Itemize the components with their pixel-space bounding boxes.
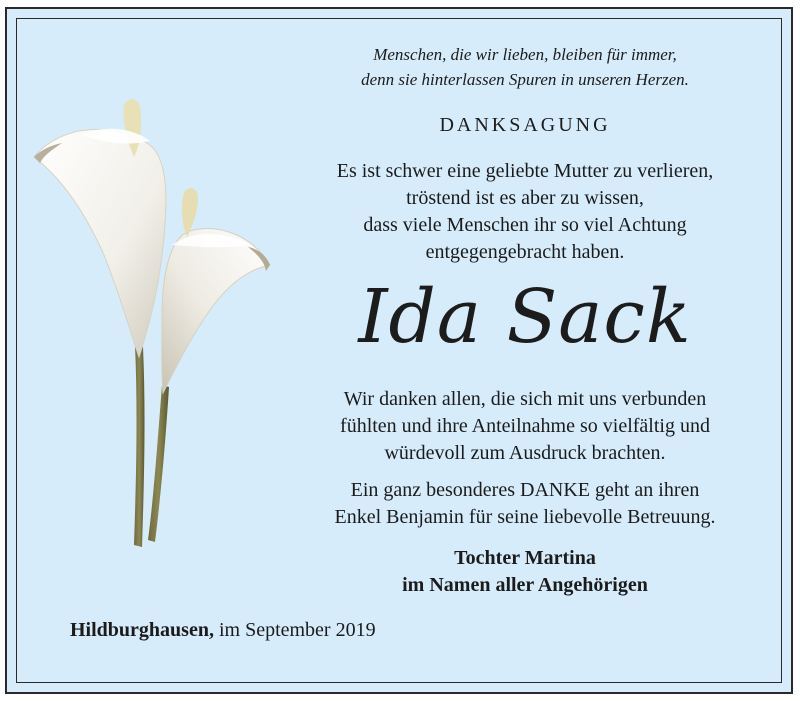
heading: DANKSAGUNG xyxy=(439,114,611,136)
deceased-name: Ida Sack xyxy=(358,274,692,360)
lead-line: Es ist schwer eine geliebte Mutter zu verlieren, xyxy=(336,160,714,182)
footer xyxy=(70,619,376,642)
thanks-text xyxy=(265,386,785,467)
signature-line: Tochter Martina xyxy=(454,547,596,569)
lead-line: entgegengebracht haben. xyxy=(425,241,625,263)
lead-text xyxy=(265,158,785,266)
signature-line: im Namen aller Angehörigen xyxy=(402,574,648,596)
calla-lily-icon xyxy=(22,95,282,555)
footer-place: Hildburghausen, xyxy=(70,619,214,641)
special-thanks-line: Enkel Benjamin für seine liebevolle Betreuung. xyxy=(334,506,716,528)
motto-line: denn sie hinterlassen Spuren in unseren Herzen. xyxy=(361,70,689,89)
thanks-line: fühlten und ihre Anteilnahme so vielfältig und xyxy=(340,415,710,437)
thanks-line: Wir danken allen, die sich mit uns verbunden xyxy=(343,388,707,410)
special-thanks-text xyxy=(265,477,785,531)
motto xyxy=(265,42,785,92)
lead-line: tröstend ist es aber zu wissen, xyxy=(406,187,644,209)
footer-date: im September 2019 xyxy=(218,619,376,641)
signature xyxy=(265,545,785,599)
special-thanks-line: Ein ganz besonderes DANKE geht an ihren xyxy=(350,479,700,501)
motto-line: Menschen, die wir lieben, bleiben für immer, xyxy=(373,45,677,64)
thanks-line: würdevoll zum Ausdruck brachten. xyxy=(384,442,666,464)
lead-line: dass viele Menschen ihr so viel Achtung xyxy=(363,214,687,236)
